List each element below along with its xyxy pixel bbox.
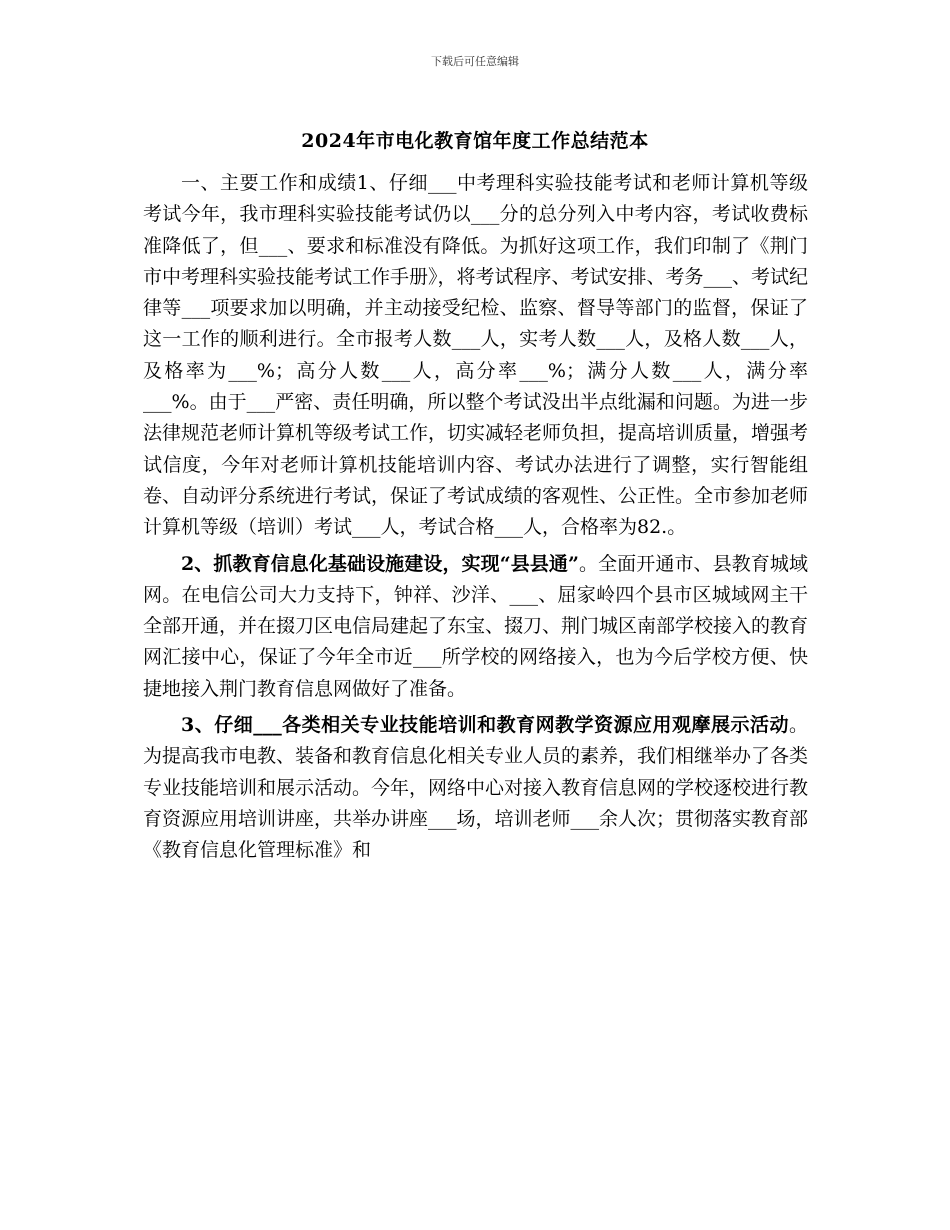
paragraph-3-lead: 3、仔细___各类相关专业技能培训和教育网教学资源应用观摩展示活动 xyxy=(181,714,789,737)
paragraph-3 xyxy=(143,710,808,866)
paragraph-1-text: 一、主要工作和成绩1、仔细___中考理科实验技能考试和老师计算机等级考试今年，我市理科实验技能考试仍以___分的总分列入中考内容，考试收费标准降低了，但___、要求和标准没有降低。为抓好这项工作，我们印制了《荆门市中考理科实验技能考试工作手册》，将考试程序、考试安排、考务___、考试纪律等___项要求加以明确，并主动接受纪检、监察、督导等部门的监督，保证了这一工作的顺利进行。全市报考人数___人，实考人数___人，及格人数___人，及格率为___%；高分人数___人，高分率___%；满分人数___人，满分率___%。由于___严密、责任明确，所以整个考试没出半点纰漏和问题。为进一步法律规范老师计算机等级考试工作，切实减轻老师负担，提高培训质量，增强考试信度，今年对老师计算机技能培训内容、考试办法进行了调整，实行智能组卷、自动评分系统进行考试，保证了考试成绩的客观性、公正性。全市参加老师计算机等级（培训）考试___人，考试合格___人，合格率为82.。 xyxy=(143,172,809,539)
paragraph-1 xyxy=(143,168,808,544)
document-title: 2024年市电化教育馆年度工作总结范本 xyxy=(301,130,649,152)
paragraph-2 xyxy=(143,549,808,705)
page-header: 下载后可任意编辑 xyxy=(431,55,519,68)
paragraph-2-lead: 2、抓教育信息化基础设施建设，实现“县县通” xyxy=(181,552,579,575)
document-body xyxy=(143,168,808,872)
paragraph-2-text: 。全面开通市、县教育城域网。在电信公司大力支持下，钟祥、沙洋、___、屈家岭四个县市区城域网主干全部开通，并在掇刀区电信局建起了东宝、掇刀、荆门城区南部学校接入的教育网汇接中心，保证了今年全市近___所学校的网络接入，也为今后学校方便、快捷地接入荆门教育信息网做好了准备。 xyxy=(143,552,809,700)
paragraph-3-text: 。为提高我市电教、装备和教育信息化相关专业人员的素养，我们相继举办了各类专业技能培训和展示活动。今年，网络中心对接入教育信息网的学校逐校进行教育资源应用培训讲座，共举办讲座___场，培训老师___余人次；贯彻落实教育部《教育信息化管理标准》和 xyxy=(143,714,809,862)
